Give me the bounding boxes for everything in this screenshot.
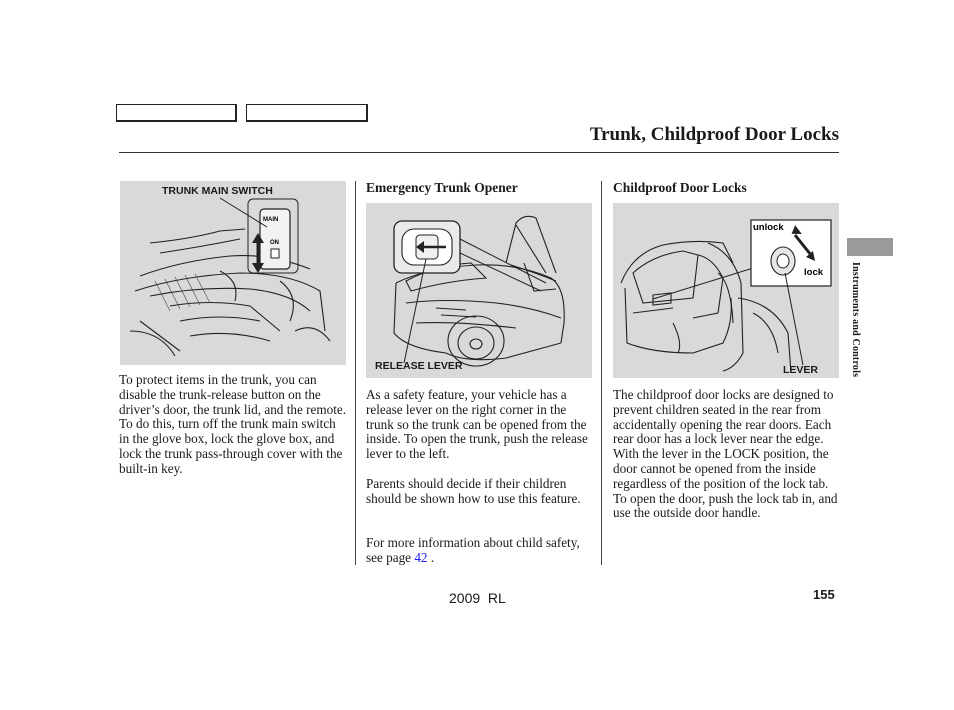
column-divider	[601, 181, 602, 565]
section-label: Instruments and Controls	[850, 262, 861, 378]
page-number: 155	[813, 587, 835, 602]
childproof-lock-figure	[613, 203, 839, 378]
childproof-lock-text: The childproof door locks are designed to prevent children seated in the rear from accidentally opening the rear doors. Each rear door has a lock lever near the edge. With the lever in the LOCK position, the door cannot be opened from the inside regardless of the position of the lock tab. To open the door, push the lock tab in, and use the outside door handle.	[613, 387, 838, 521]
nav-button-next[interactable]	[246, 104, 368, 122]
release-lever-figure	[366, 203, 592, 378]
switch-on-text: ON	[270, 240, 279, 246]
paragraph-3-prefix: For more information about child safety, see page	[366, 535, 580, 565]
page-42-link[interactable]: 42	[414, 549, 428, 565]
lever-label: LEVER	[783, 364, 819, 376]
footer-model: 2009 RL	[449, 590, 506, 606]
emergency-opener-paragraph-1: As a safety feature, your vehicle has a release lever on the right corner in the trunk so the trunk can be opened from the inside. To open the trunk, push the release lever to the left.	[366, 387, 588, 462]
unlock-label: unlock	[753, 222, 784, 233]
trunk-main-switch-figure	[120, 181, 346, 365]
column-divider	[355, 181, 356, 565]
release-lever-label: RELEASE LEVER	[375, 360, 463, 372]
paragraph-3-suffix: .	[430, 549, 435, 565]
door-illustration	[613, 203, 839, 378]
switch-main-text: MAIN	[263, 217, 279, 223]
trunk-illustration	[366, 203, 592, 378]
trunk-main-switch-text: To protect items in the trunk, you can disable the trunk-release button on the driver’s door, the trunk lid, and the remote. To do this, turn off the trunk main switch in the glove box, lock the glove box, and lock the trunk pass-through cover with the built-in key.	[119, 372, 347, 476]
section-tab	[847, 238, 893, 256]
emergency-trunk-opener-heading: Emergency Trunk Opener	[366, 180, 518, 195]
nav-button-previous[interactable]	[116, 104, 237, 122]
page-title: Trunk, Childproof Door Locks	[589, 124, 839, 145]
emergency-opener-paragraph-3	[366, 536, 596, 566]
glove-box-illustration	[120, 181, 346, 365]
lock-label: lock	[804, 267, 824, 278]
emergency-opener-paragraph-2: Parents should decide if their children should be shown how to use this feature.	[366, 476, 581, 506]
trunk-main-switch-label: TRUNK MAIN SWITCH	[162, 185, 273, 197]
childproof-door-locks-heading: Childproof Door Locks	[613, 180, 747, 195]
title-rule	[119, 152, 839, 153]
